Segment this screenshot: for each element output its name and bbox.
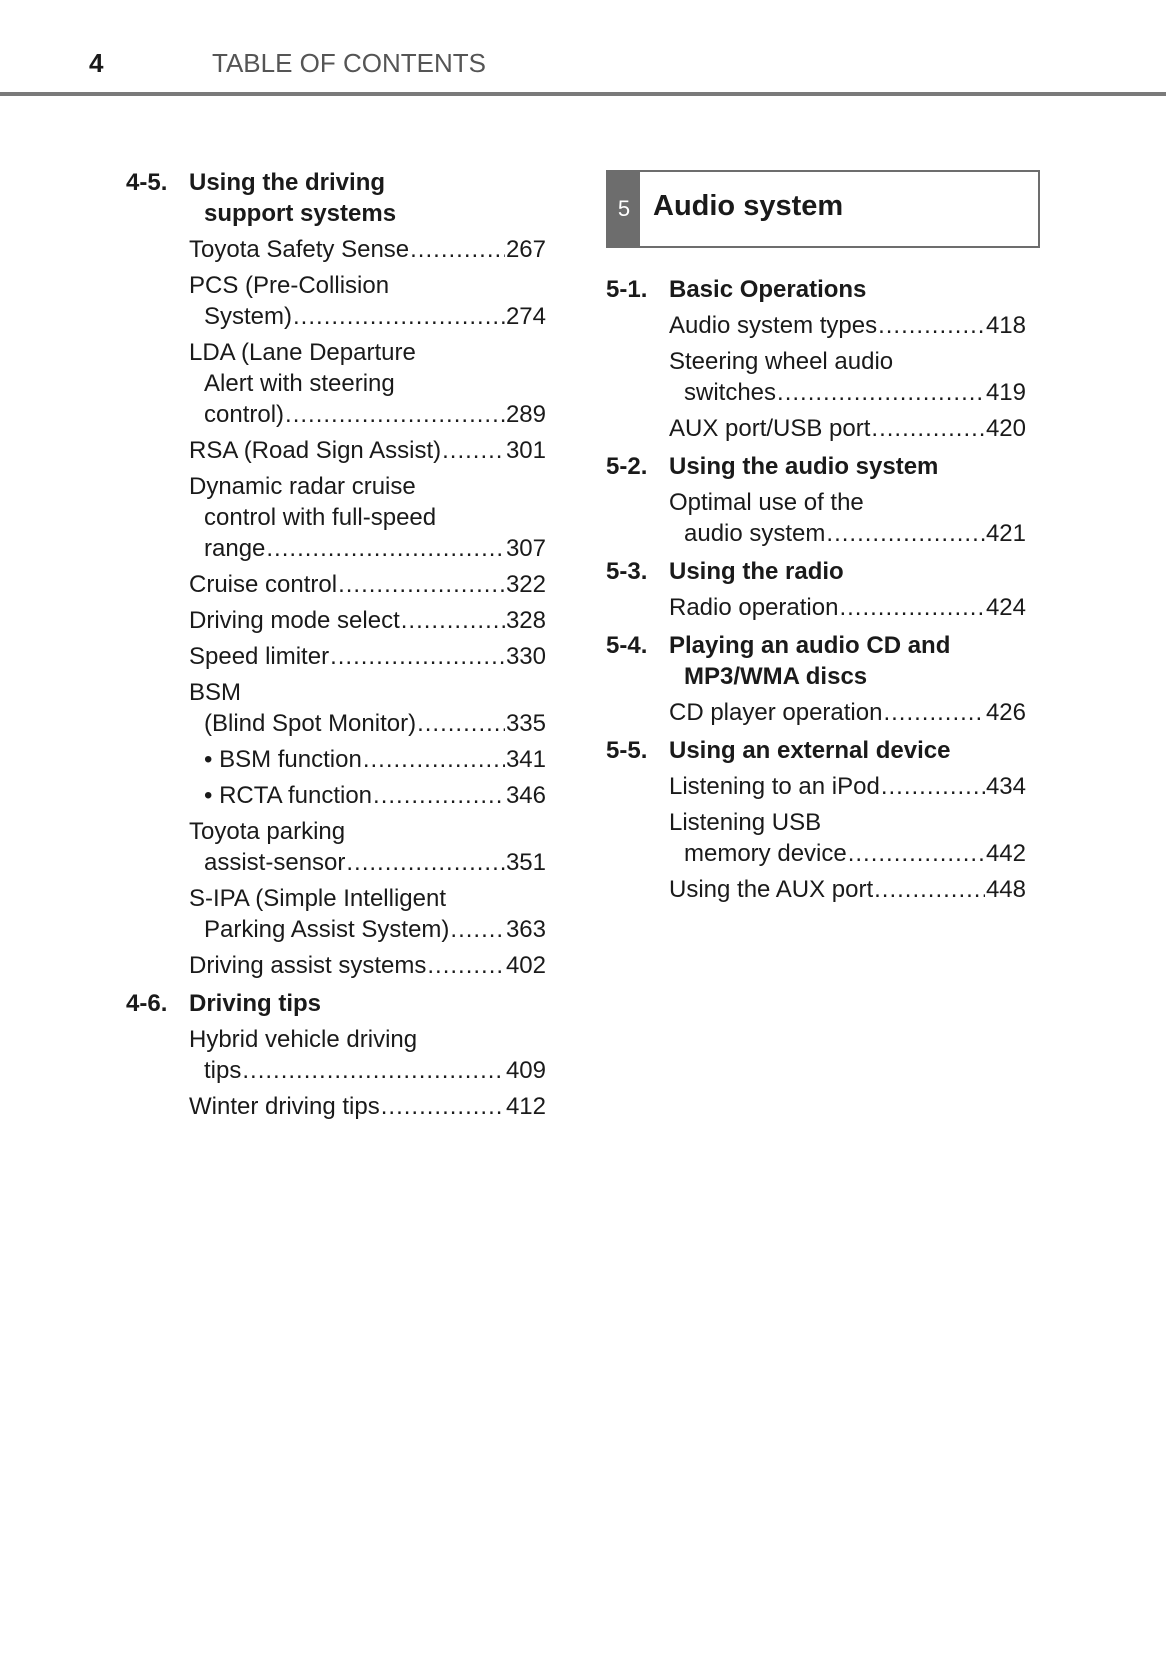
dot-leader — [427, 950, 505, 981]
dot-leader — [363, 744, 505, 775]
dot-leader — [346, 847, 505, 878]
dot-leader — [839, 592, 985, 623]
entry-title-line: Dynamic radar cruise — [189, 473, 416, 500]
toc-entry[interactable] — [669, 310, 1026, 341]
toc-entry[interactable] — [669, 697, 1026, 728]
entry-title-line: Driving assist systems — [189, 952, 427, 979]
toc-entry[interactable] — [189, 234, 546, 265]
page-reference: 267 — [505, 236, 546, 263]
toc-entry[interactable] — [189, 780, 546, 811]
dot-leader — [450, 914, 505, 945]
section-number: 5-5. — [606, 737, 648, 764]
entry-leader-row — [669, 310, 1026, 341]
entry-title-line: Steering wheel audio — [669, 348, 894, 375]
dot-leader — [826, 518, 985, 549]
page-reference: 448 — [985, 876, 1026, 903]
entry-leader-row — [189, 399, 546, 430]
section-title-line: Driving tips — [189, 990, 322, 1017]
section-title-line: Using the driving — [189, 169, 386, 196]
toc-section — [126, 167, 546, 981]
dot-leader — [417, 708, 505, 739]
section-title-line: Basic Operations — [669, 276, 867, 303]
entry-leader-row — [189, 435, 546, 466]
entry-leader-row — [669, 377, 1026, 408]
toc-entry[interactable] — [669, 771, 1026, 802]
toc-right-column — [606, 170, 1026, 905]
entry-leader-row — [189, 234, 546, 265]
page-reference: 322 — [505, 571, 546, 598]
toc-entry[interactable] — [189, 816, 546, 878]
section-heading[interactable] — [126, 988, 546, 1019]
toc-section — [606, 556, 1026, 623]
toc-entry[interactable] — [189, 641, 546, 672]
entry-title-line: LDA (Lane Departure — [189, 339, 416, 366]
section-number: 4-6. — [126, 990, 168, 1017]
dot-leader — [373, 780, 505, 811]
section-title-line: support systems — [204, 200, 397, 227]
section-heading[interactable] — [606, 274, 1026, 305]
entry-title-line: assist-sensor — [204, 849, 346, 876]
entry-title-line: Cruise control — [189, 571, 338, 598]
dot-leader — [777, 377, 985, 408]
entry-title-line: range — [204, 535, 266, 562]
header-divider — [0, 92, 1166, 96]
dot-leader — [878, 310, 985, 341]
entry-leader-row — [669, 592, 1026, 623]
section-heading[interactable] — [126, 167, 546, 229]
entry-title-line: Toyota parking — [189, 818, 346, 845]
entry-title-line: • BSM function — [204, 746, 362, 773]
dot-leader — [266, 533, 505, 564]
entry-title-line: CD player operation — [669, 699, 883, 726]
section-number: 5-4. — [606, 632, 648, 659]
toc-section — [606, 630, 1026, 728]
toc-entry[interactable] — [669, 592, 1026, 623]
toc-entry[interactable] — [669, 807, 1026, 869]
entry-title-line: • RCTA function — [204, 782, 373, 809]
page-reference: 421 — [985, 520, 1026, 547]
entry-title-line: tips — [204, 1057, 242, 1084]
entry-leader-row — [189, 1055, 546, 1086]
running-title: TABLE OF CONTENTS — [212, 48, 486, 78]
toc-entry[interactable] — [669, 413, 1026, 444]
entry-leader-row — [189, 533, 546, 564]
entry-title-line: PCS (Pre-Collision — [189, 272, 390, 299]
page-reference: 274 — [505, 303, 546, 330]
entry-title-line: Radio operation — [669, 594, 839, 621]
dot-leader — [442, 435, 505, 466]
entry-title-line: Optimal use of the — [669, 489, 864, 516]
chapter-number-tab: 5 — [608, 172, 640, 246]
toc-entry[interactable] — [189, 569, 546, 600]
toc-entry[interactable] — [189, 337, 546, 430]
dot-leader — [242, 1055, 505, 1086]
dot-leader — [874, 874, 985, 905]
toc-section — [606, 451, 1026, 549]
page-reference: 409 — [505, 1057, 546, 1084]
entry-leader-row — [189, 1091, 546, 1122]
page-reference: 289 — [505, 401, 546, 428]
entry-leader-row — [189, 914, 546, 945]
entry-title-line: Hybrid vehicle driving — [189, 1026, 418, 1053]
section-heading[interactable] — [606, 556, 1026, 587]
entry-leader-row — [189, 950, 546, 981]
page-reference: 335 — [505, 710, 546, 737]
entry-title-line: BSM — [189, 679, 242, 706]
toc-section — [606, 274, 1026, 444]
page-reference: 363 — [505, 916, 546, 943]
dot-leader — [338, 569, 505, 600]
entry-leader-row — [189, 780, 546, 811]
section-title-line: MP3/WMA discs — [684, 663, 868, 690]
entry-title-line: control with full-speed — [204, 504, 437, 531]
entry-leader-row — [189, 847, 546, 878]
page-number: 4 — [89, 48, 104, 78]
dot-leader — [883, 697, 985, 728]
page-reference: 434 — [985, 773, 1026, 800]
section-heading[interactable] — [606, 451, 1026, 482]
toc-entry[interactable] — [189, 471, 546, 564]
section-title-line: Using the radio — [669, 558, 844, 585]
page-reference: 424 — [985, 594, 1026, 621]
entry-leader-row — [189, 605, 546, 636]
dot-leader — [381, 1091, 505, 1122]
entry-title-line: Parking Assist System) — [204, 916, 450, 943]
toc-entry[interactable] — [189, 1024, 546, 1086]
entry-title-line: Driving mode select — [189, 607, 400, 634]
page-reference: 307 — [505, 535, 546, 562]
entry-title-line: audio system — [684, 520, 826, 547]
entry-title-line: S-IPA (Simple Intelligent — [189, 885, 447, 912]
entry-title-line: AUX port/USB port — [669, 415, 871, 442]
page-reference: 346 — [505, 782, 546, 809]
section-title-line: Playing an audio CD and — [669, 632, 951, 659]
entry-leader-row — [669, 838, 1026, 869]
dot-leader — [293, 301, 505, 332]
entry-leader-row — [669, 413, 1026, 444]
dot-leader — [401, 605, 505, 636]
toc-entry[interactable] — [669, 346, 1026, 408]
entry-leader-row — [189, 744, 546, 775]
page-reference: 328 — [505, 607, 546, 634]
toc-entry[interactable] — [189, 883, 546, 945]
toc-entry[interactable] — [189, 744, 546, 775]
dot-leader — [871, 413, 985, 444]
toc-entry[interactable] — [189, 435, 546, 466]
entry-title-line: control) — [204, 401, 285, 428]
entry-title-line: Listening to an iPod — [669, 773, 880, 800]
dot-leader — [410, 234, 505, 265]
entry-title-line: System) — [204, 303, 293, 330]
entry-title-line: Audio system types — [669, 312, 878, 339]
page-reference: 419 — [985, 379, 1026, 406]
entry-leader-row — [669, 874, 1026, 905]
section-title-line: Using the audio system — [669, 453, 939, 480]
dot-leader — [848, 838, 985, 869]
page-header — [0, 0, 1166, 100]
page-reference: 442 — [985, 840, 1026, 867]
entry-leader-row — [669, 771, 1026, 802]
entry-leader-row — [189, 641, 546, 672]
page-reference: 402 — [505, 952, 546, 979]
page-reference: 351 — [505, 849, 546, 876]
dot-leader — [285, 399, 505, 430]
chapter-banner[interactable] — [606, 170, 1040, 248]
toc-section — [606, 735, 1026, 905]
entry-title-line: Winter driving tips — [189, 1093, 380, 1120]
page-reference: 341 — [505, 746, 546, 773]
entry-title-line: RSA (Road Sign Assist) — [189, 437, 442, 464]
toc-entry[interactable] — [669, 874, 1026, 905]
page-reference: 301 — [505, 437, 546, 464]
entry-title-line: (Blind Spot Monitor) — [204, 710, 417, 737]
entry-title-line: memory device — [684, 840, 847, 867]
entry-title-line: Toyota Safety Sense — [189, 236, 410, 263]
entry-title-line: Speed limiter — [189, 643, 330, 670]
section-number: 5-1. — [606, 276, 648, 303]
toc-entry[interactable] — [189, 677, 546, 739]
toc-left-column — [126, 160, 546, 1122]
entry-title-line: Listening USB — [669, 809, 822, 836]
page-reference: 418 — [985, 312, 1026, 339]
toc-entry[interactable] — [189, 270, 546, 332]
page-reference: 412 — [505, 1093, 546, 1120]
entry-leader-row — [669, 518, 1026, 549]
section-number: 5-3. — [606, 558, 648, 585]
dot-leader — [881, 771, 985, 802]
toc-entry[interactable] — [669, 487, 1026, 549]
toc-section — [126, 988, 546, 1122]
entry-leader-row — [669, 697, 1026, 728]
page-reference: 426 — [985, 699, 1026, 726]
section-title-line: Using an external device — [669, 737, 951, 764]
page-reference: 420 — [985, 415, 1026, 442]
section-heading[interactable] — [606, 735, 1026, 766]
chapter-title: Audio system — [653, 190, 844, 222]
section-number: 4-5. — [126, 169, 168, 196]
toc-entry[interactable] — [189, 1091, 546, 1122]
entry-title-line: switches — [684, 379, 777, 406]
dot-leader — [330, 641, 505, 672]
toc-entry[interactable] — [189, 950, 546, 981]
page-reference: 330 — [505, 643, 546, 670]
entry-leader-row — [189, 301, 546, 332]
toc-entry[interactable] — [189, 605, 546, 636]
entry-title-line: Using the AUX port — [669, 876, 874, 903]
entry-leader-row — [189, 708, 546, 739]
entry-title-line: Alert with steering — [204, 370, 395, 397]
section-number: 5-2. — [606, 453, 648, 480]
entry-leader-row — [189, 569, 546, 600]
section-heading[interactable] — [606, 630, 1026, 692]
